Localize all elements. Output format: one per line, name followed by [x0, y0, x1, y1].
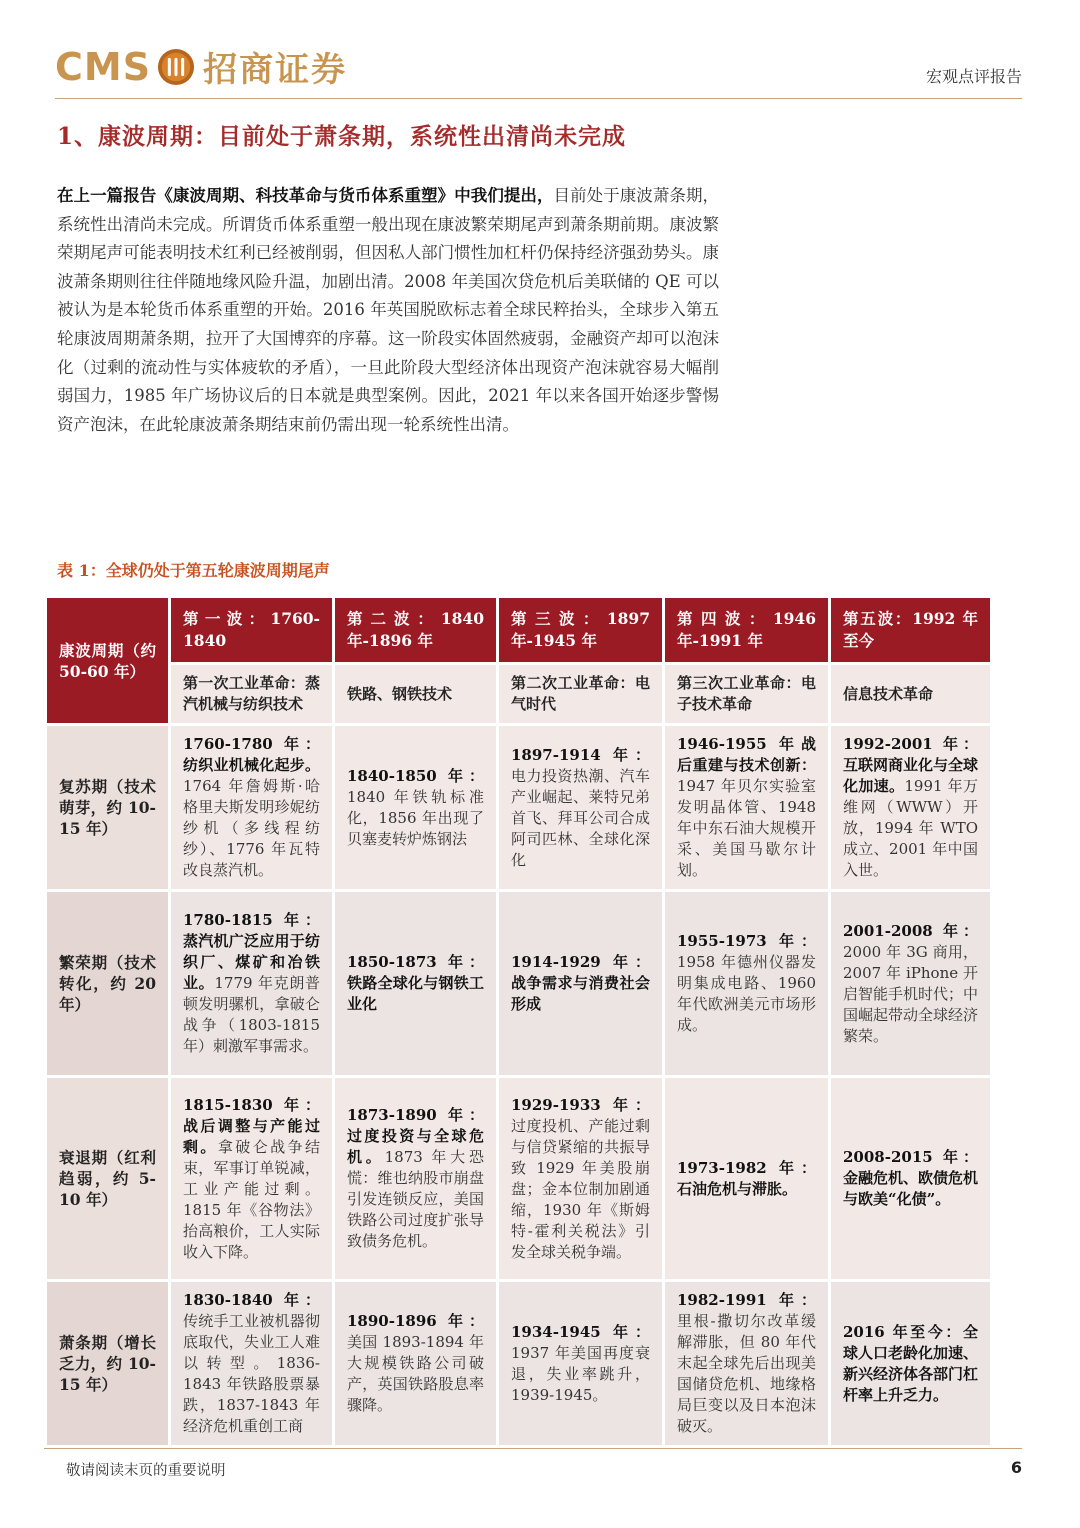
page-header	[55, 36, 1022, 99]
page-footer	[44, 1448, 1022, 1479]
logo-emblem-icon	[157, 48, 195, 86]
table-cell: 1955-1973 年：1958 年德州仪器发明集成电路、1960 年代欧洲美元市场形成。	[664, 891, 830, 1077]
table-cell: 1760-1780 年：纺织业机械化起步。1764 年詹姆斯·哈格里夫斯发明珍妮纺纱机（多线程纺纱）、1776 年瓦特改良蒸汽机。	[170, 725, 334, 891]
table-cell: 1780-1815 年：蒸汽机广泛应用于纺织厂、煤矿和冶铁业。1779 年克朗普顿发明骡机，拿破仑战争（1803-1815 年）刺激军事需求。	[170, 891, 334, 1077]
wave-tech: 信息技术革命	[830, 664, 992, 725]
table-cell: 1929-1933 年：过度投机、产能过剩与信贷紧缩的共振导致 1929 年美股崩盘；金本位制加剧通缩，1930 年《斯姆特-霍利关税法》引发全球关税争端。	[498, 1077, 664, 1281]
company-name: 招商证券	[203, 50, 348, 90]
table-header-row	[46, 597, 992, 664]
table-cell: 1890-1896 年：美国 1893-1894 年大规模铁路公司破产，英国铁路股息率骤降。	[334, 1281, 498, 1447]
table-row	[46, 1281, 992, 1447]
company-logo	[55, 42, 347, 91]
table-cell: 1815-1830 年：战后调整与产能过剩。拿破仑战争结束，军事订单锐减，工业产能过剩。1815 年《谷物法》抬高粮价，工人实际收入下降。	[170, 1077, 334, 1281]
table-row	[46, 891, 992, 1077]
intro-paragraph	[57, 182, 719, 439]
corner-cell: 康波周期（约 50-60 年）	[46, 597, 170, 725]
wave-header: 第五波：1992 年至今	[830, 597, 992, 664]
table-cell: 2001-2008 年：2000 年 3G 商用，2007 年 iPhone 开启智能手机时代；中国崛起带动全球经济繁荣。	[830, 891, 992, 1077]
wave-header: 第四波：1946 年-1991 年	[664, 597, 830, 664]
kondratiev-table	[44, 595, 993, 1448]
table-cell: 1973-1982 年：石油危机与滞胀。	[664, 1077, 830, 1281]
footer-note: 敬请阅读末页的重要说明	[66, 1463, 226, 1479]
table-cell: 1873-1890 年：过度投资与全球危机。1873 年大恐慌：维也纳股市崩盘引发连锁反应，美国铁路公司过度扩张导致债务危机。	[334, 1077, 498, 1281]
wave-header: 第三波：1897 年-1945 年	[498, 597, 664, 664]
intro-lead: 在上一篇报告《康波周期、科技革命与货币体系重塑》中我们提出，	[57, 186, 554, 205]
table-cell: 2016 年至今：全球人口老龄化加速、新兴经济体各部门杠杆率上升乏力。	[830, 1281, 992, 1447]
phase-label: 萧条期（增长乏力，约 10-15 年）	[46, 1281, 170, 1447]
report-type: 宏观点评报告	[925, 67, 1022, 86]
wave-header: 第一波：1760-1840	[170, 597, 334, 664]
table-caption: 表 1：全球仍处于第五轮康波周期尾声	[57, 561, 330, 580]
table-cell: 1982-1991 年：里根-撒切尔改革缓解滞胀，但 80 年代末起全球先后出现美国储贷危机、地缘格局巨变以及日本泡沫破灭。	[664, 1281, 830, 1447]
section-title: 1、康波周期：目前处于萧条期，系统性出清尚未完成	[57, 123, 627, 150]
wave-tech: 第一次工业革命：蒸汽机械与纺织技术	[170, 664, 334, 725]
table-cell: 1946-1955 年战后重建与技术创新：1947 年贝尔实验室发明晶体管、1948 年中东石油大规模开采、美国马歇尔计划。	[664, 725, 830, 891]
table-cell: 1897-1914 年：电力投资热潮、汽车产业崛起、莱特兄弟首飞、拜耳公司合成阿司匹林、全球化深化	[498, 725, 664, 891]
table-cell: 1850-1873 年：铁路全球化与钢铁工业化	[334, 891, 498, 1077]
intro-body: 目前处于康波萧条期，系统性出清尚未完成。所谓货币体系重塑一般出现在康波繁荣期尾声到萧条期前期。康波繁荣期尾声可能表明技术红利已经被削弱，但因私人部门惯性加杠杆仍保持经济强劲势头。康波萧条期则往往伴随地缘风险升温，加剧出清。2008 年美国次贷危机后美联储的 QE 可以被认为是本轮货币体系重塑的开始。2016 年英国脱欧标志着全球民粹抬头，全球步入第五轮康波周期萧条期，拉开了大国博弈的序幕。这一阶段实体固然疲弱，金融资产却可以泡沫化（过剩的流动性与实体疲软的矛盾），一旦此阶段大型经济体出现资产泡沫就容易大幅削弱国力，1985 年广场协议后的日本就是典型案例。因此，2021 年以来各国开始逐步警惕资产泡沫，在此轮康波萧条期结束前仍需出现一轮系统性出清。	[57, 186, 720, 434]
wave-tech: 铁路、钢铁技术	[334, 664, 498, 725]
table-row	[46, 725, 992, 891]
wave-header: 第二波：1840 年-1896 年	[334, 597, 498, 664]
logo-cms-text: CMS	[55, 44, 152, 89]
table-cell: 1830-1840 年：传统手工业被机器彻底取代，失业工人难以转型。1836-1843 年铁路股票暴跌，1837-1843 年经济危机重创工商	[170, 1281, 334, 1447]
table-cell: 2008-2015 年：金融危机、欧债危机与欧美“化债”。	[830, 1077, 992, 1281]
page-number: 6	[1010, 1458, 1022, 1477]
wave-tech: 第三次工业革命：电子技术革命	[664, 664, 830, 725]
phase-label: 繁荣期（技术转化，约 20 年）	[46, 891, 170, 1077]
table-cell: 1914-1929 年：战争需求与消费社会形成	[498, 891, 664, 1077]
phase-label: 复苏期（技术萌芽，约 10-15 年）	[46, 725, 170, 891]
wave-tech: 第二次工业革命：电气时代	[498, 664, 664, 725]
table-tech-row	[46, 664, 992, 725]
table-cell: 1840-1850 年：1840 年铁轨标准化，1856 年出现了贝塞麦转炉炼钢法	[334, 725, 498, 891]
table-cell: 1934-1945 年：1937 年美国再度衰退，失业率跳升，1939-1945。	[498, 1281, 664, 1447]
table-cell: 1992-2001 年：互联网商业化与全球化加速。1991 年万维网（WWW）开放，1994 年 WTO 成立、2001 年中国入世。	[830, 725, 992, 891]
table-row	[46, 1077, 992, 1281]
phase-label: 衰退期（红利趋弱，约 5-10 年）	[46, 1077, 170, 1281]
